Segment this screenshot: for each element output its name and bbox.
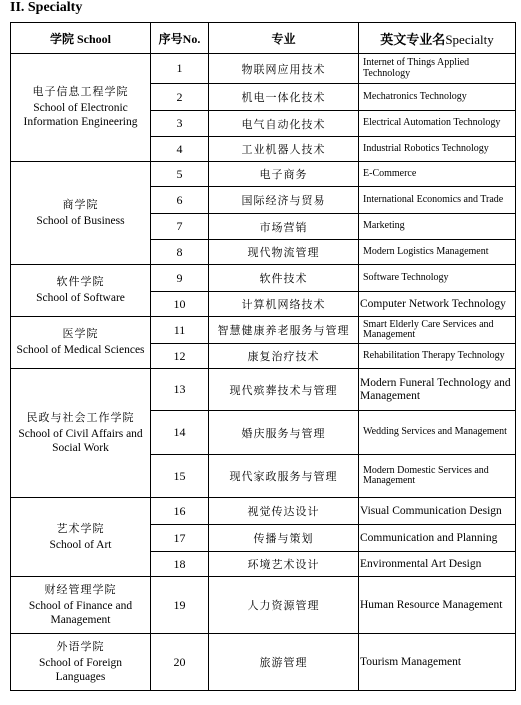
major-en: Marketing <box>359 214 516 240</box>
major-zh: 康复治疗技术 <box>209 344 359 369</box>
school-cell <box>11 577 151 634</box>
school-cell <box>11 634 151 691</box>
major-en: Modern Domestic Services and Management <box>359 455 516 498</box>
school-name-zh: 医学院 <box>62 327 99 340</box>
row-number: 13 <box>151 369 209 411</box>
table-row <box>11 317 516 344</box>
major-zh: 视觉传达设计 <box>209 498 359 525</box>
major-en: Visual Communication Design <box>359 498 516 525</box>
school-cell <box>11 54 151 162</box>
school-cell <box>11 265 151 317</box>
major-en: Smart Elderly Care Services and Management <box>359 317 516 344</box>
major-en: International Economics and Trade <box>359 187 516 214</box>
major-en: E-Commerce <box>359 162 516 187</box>
major-en: Environmental Art Design <box>359 552 516 577</box>
major-zh: 电子商务 <box>209 162 359 187</box>
major-zh: 婚庆服务与管理 <box>209 411 359 455</box>
school-name-zh: 商学院 <box>62 197 99 211</box>
major-en: Rehabilitation Therapy Technology <box>359 344 516 369</box>
table-row <box>11 54 516 84</box>
row-number: 15 <box>151 455 209 498</box>
row-number: 20 <box>151 634 209 691</box>
row-number: 18 <box>151 552 209 577</box>
school-name-zh: 财经管理学院 <box>44 582 117 596</box>
school-name-zh: 软件学院 <box>56 275 105 288</box>
row-number: 6 <box>151 187 209 214</box>
major-en: Software Technology <box>359 265 516 292</box>
row-number: 1 <box>151 54 209 84</box>
major-zh: 市场营销 <box>209 214 359 240</box>
row-number: 8 <box>151 240 209 265</box>
major-en: Tourism Management <box>359 634 516 691</box>
header-english-en: Specialty <box>445 31 494 47</box>
table-row <box>11 498 516 525</box>
table-row <box>11 162 516 187</box>
major-en: Computer Network Technology <box>359 292 516 317</box>
school-name-en: School of Business <box>36 214 125 227</box>
major-zh: 国际经济与贸易 <box>209 187 359 214</box>
major-zh: 机电一体化技术 <box>209 84 359 111</box>
major-zh: 环境艺术设计 <box>209 552 359 577</box>
major-zh: 软件技术 <box>209 265 359 292</box>
school-cell <box>11 369 151 498</box>
school-cell <box>11 317 151 369</box>
section-heading: II. Specialty <box>10 0 83 15</box>
major-zh: 人力资源管理 <box>209 577 359 634</box>
school-name-zh: 艺术学院 <box>56 521 105 535</box>
major-zh: 现代物流管理 <box>209 240 359 265</box>
row-number: 12 <box>151 344 209 369</box>
header-school: 学院 School <box>11 23 151 54</box>
major-en: Mechatronics Technology <box>359 84 516 111</box>
school-name-en: School of Foreign Languages <box>38 656 123 683</box>
major-zh: 电气自动化技术 <box>209 111 359 137</box>
row-number: 7 <box>151 214 209 240</box>
school-name-en: School of Software <box>36 292 125 305</box>
major-en: Wedding Services and Management <box>359 411 516 455</box>
school-cell <box>11 162 151 265</box>
table-row <box>11 634 516 691</box>
major-en: Electrical Automation Technology <box>359 111 516 137</box>
header-row <box>11 23 516 54</box>
specialty-table <box>10 22 516 691</box>
table-row <box>11 265 516 292</box>
major-zh: 传播与策划 <box>209 525 359 552</box>
row-number: 11 <box>151 317 209 344</box>
row-number: 19 <box>151 577 209 634</box>
major-zh: 物联网应用技术 <box>209 54 359 84</box>
major-zh: 工业机器人技术 <box>209 137 359 162</box>
major-zh: 计算机网络技术 <box>209 292 359 317</box>
row-number: 4 <box>151 137 209 162</box>
major-en: Modern Logistics Management <box>359 240 516 265</box>
school-name-en: School of Medical Sciences <box>16 344 145 357</box>
major-zh: 现代殡葬技术与管理 <box>209 369 359 411</box>
school-name-en: School of Civil Affairs and Social Work <box>18 427 143 454</box>
major-en: Internet of Things Applied Technology <box>359 54 516 84</box>
row-number: 3 <box>151 111 209 137</box>
major-en: Industrial Robotics Technology <box>359 137 516 162</box>
row-number: 14 <box>151 411 209 455</box>
table-row <box>11 577 516 634</box>
table-row <box>11 369 516 411</box>
header-english-zh: 英文专业名 <box>380 31 446 47</box>
row-number: 9 <box>151 265 209 292</box>
row-number: 17 <box>151 525 209 552</box>
row-number: 16 <box>151 498 209 525</box>
school-name-en: School of Finance and Management <box>28 599 133 626</box>
major-zh: 旅游管理 <box>209 634 359 691</box>
header-english-name <box>359 23 516 54</box>
major-en: Communication and Planning <box>359 525 516 552</box>
row-number: 5 <box>151 162 209 187</box>
major-en: Human Resource Management <box>359 577 516 634</box>
school-name-en: School of Art <box>49 538 112 551</box>
major-en: Modern Funeral Technology and Management <box>359 369 516 411</box>
school-name-zh: 外语学院 <box>56 639 105 653</box>
header-major: 专业 <box>209 23 359 54</box>
row-number: 10 <box>151 292 209 317</box>
school-name-en: School of Electronic Information Engineering <box>23 102 138 129</box>
school-name-zh: 民政与社会工作学院 <box>26 410 135 424</box>
school-name-zh: 电子信息工程学院 <box>32 85 129 99</box>
header-no: 序号No. <box>151 23 209 54</box>
row-number: 2 <box>151 84 209 111</box>
major-zh: 现代家政服务与管理 <box>209 455 359 498</box>
major-zh: 智慧健康养老服务与管理 <box>209 317 359 344</box>
school-cell <box>11 498 151 577</box>
